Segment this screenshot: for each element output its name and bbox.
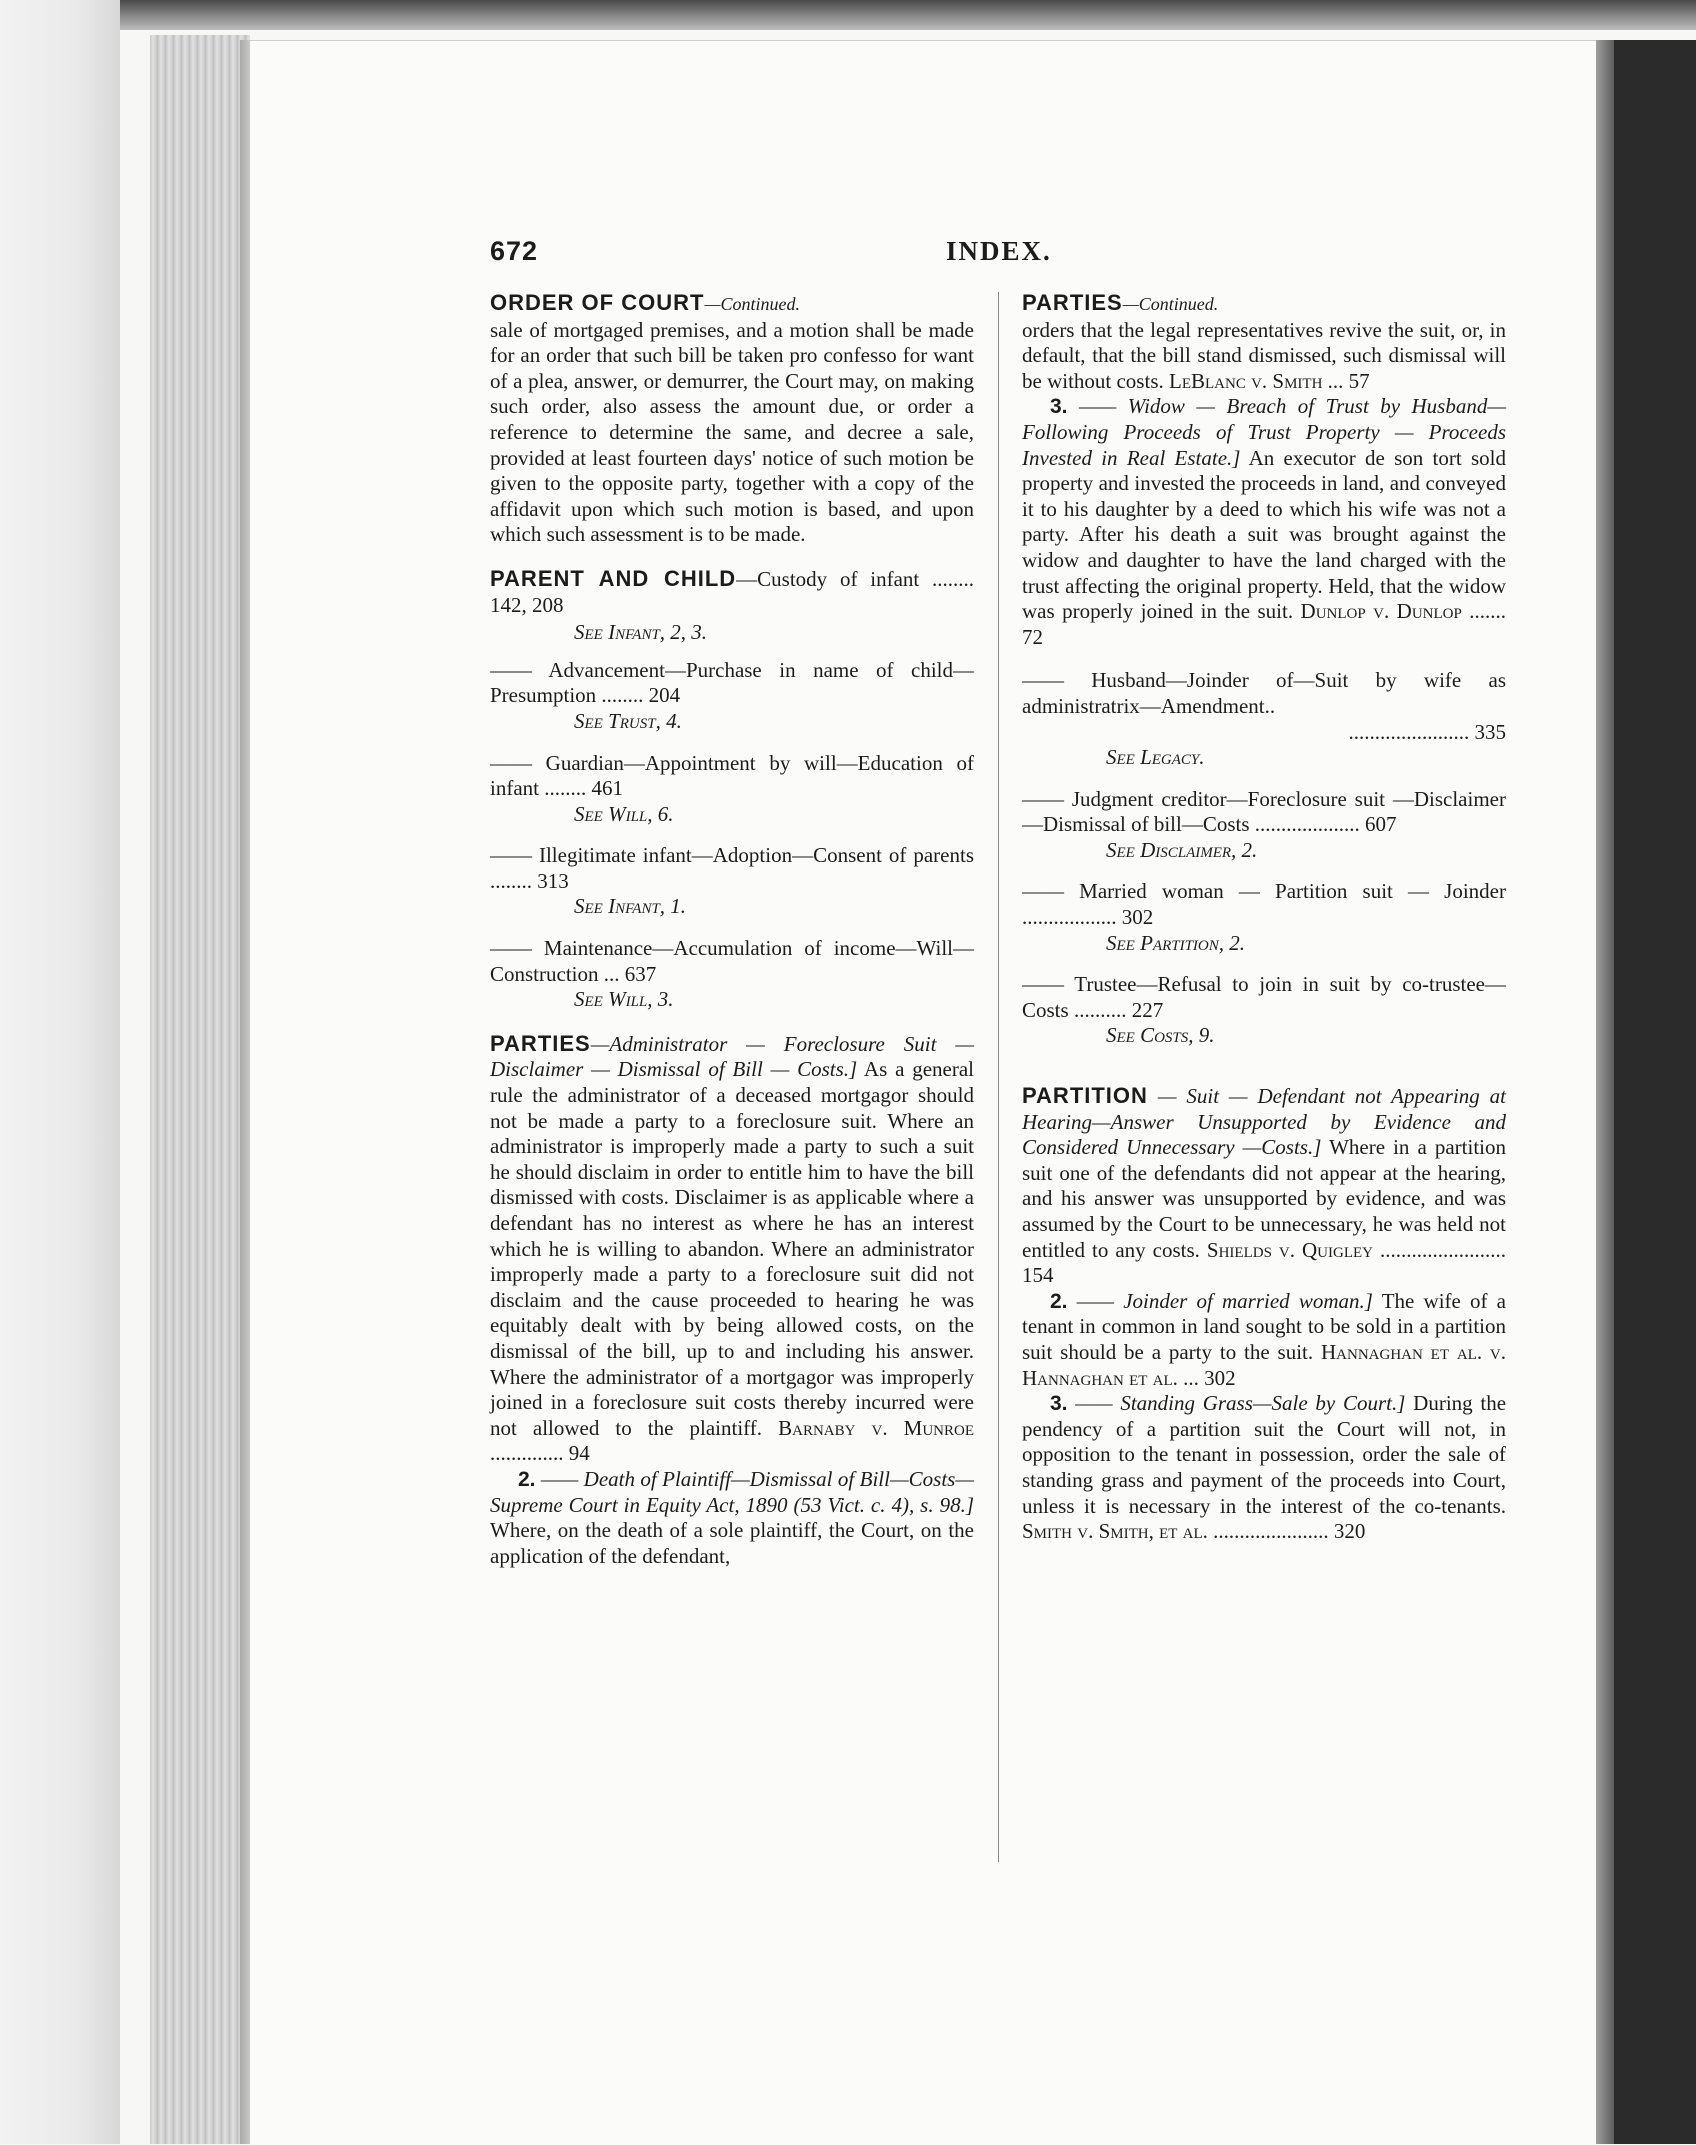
page-ref: 461 bbox=[591, 776, 623, 801]
page-number: 672 bbox=[490, 236, 539, 266]
page-ref: 320 bbox=[1333, 1519, 1366, 1544]
entry-order-of-court bbox=[490, 290, 974, 548]
page-ref: 302 bbox=[1204, 1365, 1236, 1390]
page-right-edge bbox=[1596, 40, 1614, 2144]
case-name: Barnaby v. Munroe bbox=[778, 1415, 974, 1440]
see-reference: See Costs, 9. bbox=[1106, 1023, 1215, 1048]
subentry: —— Guardian—Appointment by will—Education of infant ........ 461 See Will, 6. bbox=[490, 750, 974, 826]
subentry: —— Married woman — Partition suit — Joinder .................. 302 See Partition, 2. bbox=[1022, 879, 1506, 955]
scan-top-edge bbox=[0, 0, 1696, 30]
subentry-text: —— Married woman — Partition suit — Joinder bbox=[1022, 879, 1506, 904]
subentry: —— Maintenance—Accumulation of income—Will—Construction ... 637 See Will, 3. bbox=[490, 936, 974, 1012]
subentry-text: An executor de son tort sold property and invested the proceeds in land, and conveyed it to his daughter by a deed to which his wife was not a party. After his death a suit was brought against the widow and daughter to have the land charged with the trust affecting the original property. Held, that the widow was properly joined in the suit. bbox=[1022, 445, 1506, 624]
entry-parties: PARTIES—Administrator — Foreclosure Suit — Disclaimer — Dismissal of Bill — Costs.] As a general rule the administrator of a deceased mortgagor should not be made a party to a foreclosure suit. Where an administrator is improperly made a party to such a suit he should disclaim in order to entitle him to have the bill dismissed with costs. Disclaimer is as applicable where a defendant has no interest as where he has an interest which he is willing to abandon. Where an administrator improperly made a party to a foreclosure suit did not disclaim and the cause proceeded to hearing he was equitably dealt with by being allowed costs, on the dismissal of the bill, up to and including his answer. Where the administrator of a mortgagor was improperly joined in a foreclosure suit costs thereby incurred were not allowed to the plaintiff. Barnaby v. Munroe .............. 94 2. —— Death of Plaintiff—Dismissal of Bill—Costs—Supreme Court in Equity Act, 1890 (53 Vict. c. 4), s. 98.] Where, on the death of a sole plaintiff, the Court, on the application of the defendant, bbox=[490, 1030, 975, 1568]
scan-right-border bbox=[1614, 40, 1696, 2144]
subentry: —— Illegitimate infant—Adoption—Consent of parents ........ 313 See Infant, 1. bbox=[490, 843, 974, 919]
subentry-number: 2. bbox=[518, 1467, 536, 1491]
see-reference: See Legacy. bbox=[1106, 745, 1205, 770]
subentry-title: — Suit — Defendant not Appearing at Hearing—Answer Unsupported by Evidence and Considered Unnecessary —Costs.] bbox=[1022, 1084, 1507, 1160]
page-ref: 142, 208 bbox=[490, 592, 564, 617]
case-name: LeBlanc v. Smith bbox=[1169, 368, 1323, 393]
subentry: —— Trustee—Refusal to join in suit by co-trustee—Costs .......... 227 See Costs, 9. bbox=[1022, 972, 1506, 1048]
subentry-text: The wife of a tenant in common in land sought to be sold in a partition suit should be a party to the suit. bbox=[1022, 1288, 1507, 1364]
entry-heading: PARTIES bbox=[1022, 290, 1123, 315]
subentry-text: —— Judgment creditor—Foreclosure suit —Disclaimer—Dismissal of bill—Costs bbox=[1022, 786, 1506, 837]
page-ref: 302 bbox=[1121, 905, 1154, 930]
subentry-number: 3. bbox=[1050, 1392, 1068, 1416]
entry-heading: PARTITION bbox=[1022, 1083, 1148, 1109]
page-ref: 227 bbox=[1131, 997, 1164, 1022]
entry-heading: PARENT AND CHILD bbox=[490, 565, 737, 591]
subentry-title: —— Standing Grass—Sale by Court.] bbox=[1075, 1391, 1406, 1416]
entry-partition: PARTITION — Suit — Defendant not Appearing at Hearing—Answer Unsupported by Evidence and Considered Unnecessary —Costs.] Where in a partition suit one of the defendants did not appear at the hearing, and his answer was unsupported by evidence, and was assumed by the Court to be unnecessary, he was held not entitled to any costs. Shields v. Quigley ........................ 154 2. —— Joinder of married woman.] The wife of a tenant in common in land sought to be sold in a partition suit should be a party to the suit. Hannaghan et al. v. Hannaghan et al. ... 302 3. —— Standing Grass—Sale by Court.] During the pendency of a partition suit the Court will not, in opposition to the tenant in possession, order the sale of standing grass and payment of the proceeds into Court, unless it is necessary in the interest of the co-tenants. Smith v. Smith, et al. ...................... 320 bbox=[1022, 1083, 1507, 1544]
subentry-text: —— Trustee—Refusal to join in suit by co-trustee—Costs bbox=[1022, 972, 1506, 1022]
running-title: INDEX. bbox=[946, 236, 1052, 266]
subentry-text: —Custody of infant bbox=[736, 566, 920, 591]
entry-parties-continued: PARTIES—Continued. orders that the legal representatives revive the suit, or, in default, that the bill stand dismissed, such dismissal will be without costs. LeBlanc v. Smith ... 57 3. —— Widow — Breach of Trust by Husband—Following Proceeds of Trust Property — Proceeds Invested in Real Estate.] An executor de son tort sold property and invested the proceeds in land, and conveyed it to his daughter by a deed to which his wife was not a party. After his death a suit was brought against the widow and daughter to have the land charged with the trust affecting the original property. Held, that the widow was properly joined in the suit. Dunlop v. Dunlop ....... 72 —— Husband—Joinder of—Suit by wife as administratrix—Amendment.. ....................... 335 See Legacy. —— Judgment creditor—Foreclosure suit —Disclaimer—Dismissal of bill—Costs .................... 607 See Disclaimer, 2. —— Married woman — Partition suit — Joinder .................. 302 See Partition, 2. —— Trustee—Refusal to join in suit by co-trustee—Costs .......... 227 See Costs, 9. bbox=[1022, 290, 1507, 1048]
see-reference: See Infant, 1. bbox=[574, 894, 687, 919]
page-stack-edges bbox=[150, 35, 250, 2144]
see-reference: See Partition, 2. bbox=[1106, 930, 1245, 955]
continued-label: —Continued. bbox=[704, 294, 800, 314]
see-reference: See Infant, 2, 3. bbox=[574, 620, 708, 645]
page-ref: 154 bbox=[1022, 1263, 1054, 1288]
subentry-text: —— Guardian—Appointment by will—Education of infant bbox=[490, 750, 974, 801]
scan-left-margin bbox=[0, 0, 120, 2144]
left-column bbox=[490, 290, 974, 1587]
case-name: Hannaghan et al. v. Hannaghan et al. bbox=[1022, 1339, 1506, 1390]
subentry: —— Judgment creditor—Foreclosure suit —Disclaimer—Dismissal of bill—Costs .................... 607 See Disclaimer, 2. bbox=[1022, 786, 1506, 862]
page-ref: 313 bbox=[537, 868, 569, 893]
subentry-text: —— Husband—Joinder of—Suit by wife as administratrix—Amendment.. bbox=[1022, 668, 1506, 718]
subentry: —— Husband—Joinder of—Suit by wife as administratrix—Amendment.. ....................... 335 See Legacy. bbox=[1022, 668, 1506, 770]
subentry-title: —— Death of Plaintiff—Dismissal of Bill—Costs—Supreme Court in Equity Act, 1890 (53 Vict. c. 4), s. 98.] bbox=[490, 1466, 974, 1517]
entry-heading: PARTIES bbox=[490, 1030, 591, 1056]
subentry-number: 2. bbox=[1050, 1289, 1068, 1313]
page-ref: 607 bbox=[1365, 812, 1397, 837]
subentry-text: As a general rule the administrator of a deceased mortgagor should not be made a party to a foreclosure suit. Where an administrator is improperly made a party to such a suit he should disclaim in order to entitle him to have the bill dismissed with costs. Disclaimer is as applicable where a defendant has no interest as where he has an interest which he is willing to abandon. Where an administrator improperly made a party to a foreclosure suit did not disclaim and the cause proceeded to hearing he was equitably dealt with by being allowed costs, on the dismissal of the bill, up to and including his answer. Where the administrator of a mortgagor was improperly joined in a foreclosure suit costs thereby incurred were not allowed to the plaintiff. bbox=[490, 1057, 975, 1440]
see-reference: See Disclaimer, 2. bbox=[1106, 837, 1258, 862]
subentry-text: Where, on the death of a sole plaintiff, the Court, on the application of the defendant, bbox=[490, 1518, 974, 1568]
column-rule bbox=[998, 292, 999, 1862]
entry-parent-and-child: PARENT AND CHILD—Custody of infant ........ 142, 208 See Infant, 2, 3. —— Advancement—Purchase in name of child—Presumption ........ 204 See Trust, 4. —— Guardian—Appointment by will—Education of infant ........ 461 See Will, 6. —— Illegitimate infant—Adoption—Consent of parents ........ 313 See Infant, 1. —— Maintenance—Accumulation of income—Will—Construction ... 637 See Will, 3. bbox=[490, 565, 974, 1012]
entry-text: sale of mortgaged premises, and a motion shall be made for an order that such bill be taken pro confesso for want of a plea, answer, or demurrer, the Court may, on making such order, also assess the amount due, or order a reference to determine the same, and decree a sale, provided at least fourteen days' notice of such motion be given to the opposite party, together with a copy of the affidavit upon which such motion is based, and upon which such assessment is to be made. bbox=[490, 317, 974, 547]
subentry-text: Where in a partition suit one of the defendants did not appear at the hearing, and his answer was unsupported by evidence, and was assumed by the Court to be unnecessary, he was held not entitled to any costs. bbox=[1022, 1135, 1507, 1262]
case-name: Dunlop v. Dunlop bbox=[1300, 599, 1462, 624]
subentry-title: —— Joinder of married woman.] bbox=[1076, 1288, 1373, 1313]
case-name: Shields v. Quigley bbox=[1206, 1237, 1374, 1262]
page-ref: 204 bbox=[648, 683, 681, 708]
subentry-number: 3. bbox=[1050, 395, 1068, 419]
page-ref: 637 bbox=[624, 961, 657, 986]
see-reference: See Will, 3. bbox=[574, 987, 674, 1012]
see-reference: See Trust, 4. bbox=[574, 708, 682, 733]
page-ref: 94 bbox=[568, 1441, 590, 1466]
right-column bbox=[1022, 290, 1506, 1563]
page-ref: 57 bbox=[1348, 368, 1370, 393]
subentry-text: —— Illegitimate infant—Adoption—Consent of parents bbox=[490, 843, 974, 868]
subentry: —— Advancement—Purchase in name of child—Presumption ........ 204 See Trust, 4. bbox=[490, 657, 974, 733]
see-reference: See Will, 6. bbox=[574, 801, 674, 826]
subentry-text: —— Maintenance—Accumulation of income—Will—Construction bbox=[490, 936, 974, 986]
subentry-text: —— Advancement—Purchase in name of child—Presumption bbox=[490, 657, 974, 708]
page-ref: 335 bbox=[1474, 719, 1506, 744]
entry-text: orders that the legal representatives revive the suit, or, in default, that the bill stand dismissed, such dismissal will be without costs. bbox=[1022, 317, 1506, 393]
continued-label: —Continued. bbox=[1122, 294, 1219, 314]
case-name: Smith v. Smith, et al. bbox=[1022, 1519, 1208, 1544]
subentry-title: —— Widow — Breach of Trust by Husband—Following Proceeds of Trust Property — Proceeds Invested in Real Estate.] bbox=[1022, 394, 1507, 470]
entry-heading: ORDER OF COURT bbox=[490, 290, 705, 315]
page-ref: 72 bbox=[1022, 624, 1043, 649]
subentry-text: During the pendency of a partition suit the Court will not, in opposition to the tenant in possession, order the sale of standing grass and payment of the proceeds into Court, unless it is necessary in the interest of the co-tenants. bbox=[1022, 1391, 1507, 1518]
subentry-title: —Administrator — Foreclosure Suit — Disclaimer — Dismissal of Bill — Costs.] bbox=[490, 1031, 974, 1082]
